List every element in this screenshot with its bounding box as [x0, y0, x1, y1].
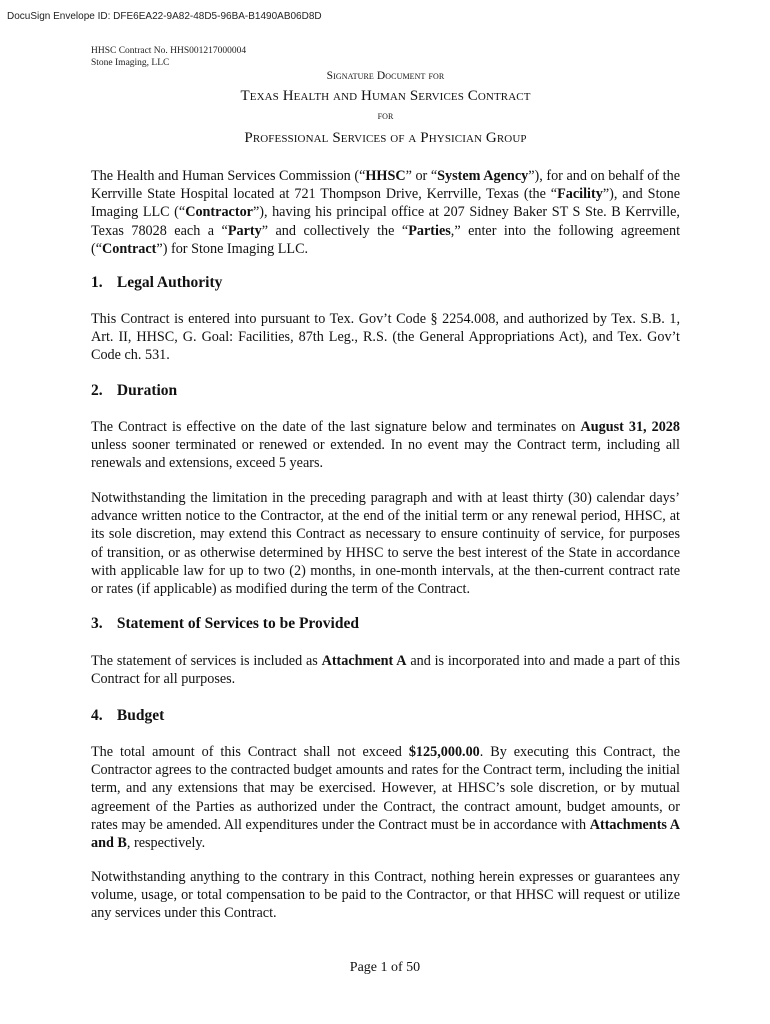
title-line-3: for [377, 110, 394, 122]
header-vendor-name: Stone Imaging, LLC [91, 58, 170, 68]
section-1-heading: 1. Legal Authority [91, 274, 223, 291]
docusign-envelope-id: DocuSign Envelope ID: DFE6EA22-9A82-48D5-96BA-B1490AB06D8D [7, 11, 322, 22]
header-contract-number: HHSC Contract No. HHS001217000004 [91, 46, 247, 56]
title-line-1: Signature Document for [326, 70, 445, 82]
section-3-paragraph: The statement of services is included as Attachment A and is incorporated into and made a part of this Contract for all purposes. [91, 653, 681, 688]
title-line-4: Professional Services of a Physician Group [244, 130, 527, 146]
section-2-paragraph-1: The Contract is effective on the date of the last signature below and terminates on August 31, 2028 unless sooner terminated or renewed or extended. In no event may the Contract term, including all renewals and extensions, exceed 5 years. [91, 419, 680, 472]
section-4-paragraph-1: The total amount of this Contract shall not exceed $125,000.00. By executing this Contract, the Contractor agrees to the contracted budget amounts and rates for the Contract term, including the initial term, and any extensions that may be exercised. However, at HHSC’s sole discretion, or by mutual agreement of the Parties as authorized under the Contract, the contract amount, budget amounts, or rates may be amended. All expenditures under the Contract must be in accordance with Attachments A and B, respectively. [91, 744, 680, 852]
section-4-heading: 4. Budget [91, 707, 165, 724]
section-1-paragraph: This Contract is entered into pursuant to Tex. Gov’t Code § 2254.008, and authorized by Tex. S.B. 1, Art. II, HHSC, G. Goal: Facilities, 87th Leg., R.S. (the General Appropriations Act), and Tex. Gov’t Code ch. 531. [91, 311, 680, 364]
title-line-2: Texas Health and Human Services Contract [240, 88, 531, 104]
intro-paragraph: The Health and Human Services Commission (“HHSC” or “System Agency”), for and on behalf of the Kerrville State Hospital located at 721 Thompson Drive, Kerrville, Texas (the “Facility”), and Stone Imaging LLC (“Contractor”), having his principal office at 207 Sidney Baker ST S Ste. B Kerrville, Texas 78028 each a “Party” and collectively the “Parties,” enter into the following agreement (“Contract”) for Stone Imaging LLC. [91, 168, 681, 257]
page-number: Page 1 of 50 [349, 960, 421, 975]
section-3-heading: 3. Statement of Services to be Provided [91, 615, 359, 632]
section-4-paragraph-2: Notwithstanding anything to the contrary in this Contract, nothing herein expresses or guarantees any volume, usage, or total compensation to be paid to the Contractor, or that HHSC will request or utilize any services under this Contract. [91, 869, 680, 922]
section-2-paragraph-2: Notwithstanding the limitation in the preceding paragraph and with at least thirty (30) calendar days’ advance written notice to the Contractor, at the end of the initial term or any renewal period, HHSC, at its sole discretion, may extend this Contract as necessary to ensure continuity of service, for purposes of transition, or as otherwise determined by HHSC to serve the best interest of the State in accordance with applicable law for up to two (2) months, in one-month intervals, at the then-current contract rate or rates (if applicable) as modified during the term of the Contract. [91, 490, 680, 598]
section-2-heading: 2. Duration [91, 382, 178, 399]
